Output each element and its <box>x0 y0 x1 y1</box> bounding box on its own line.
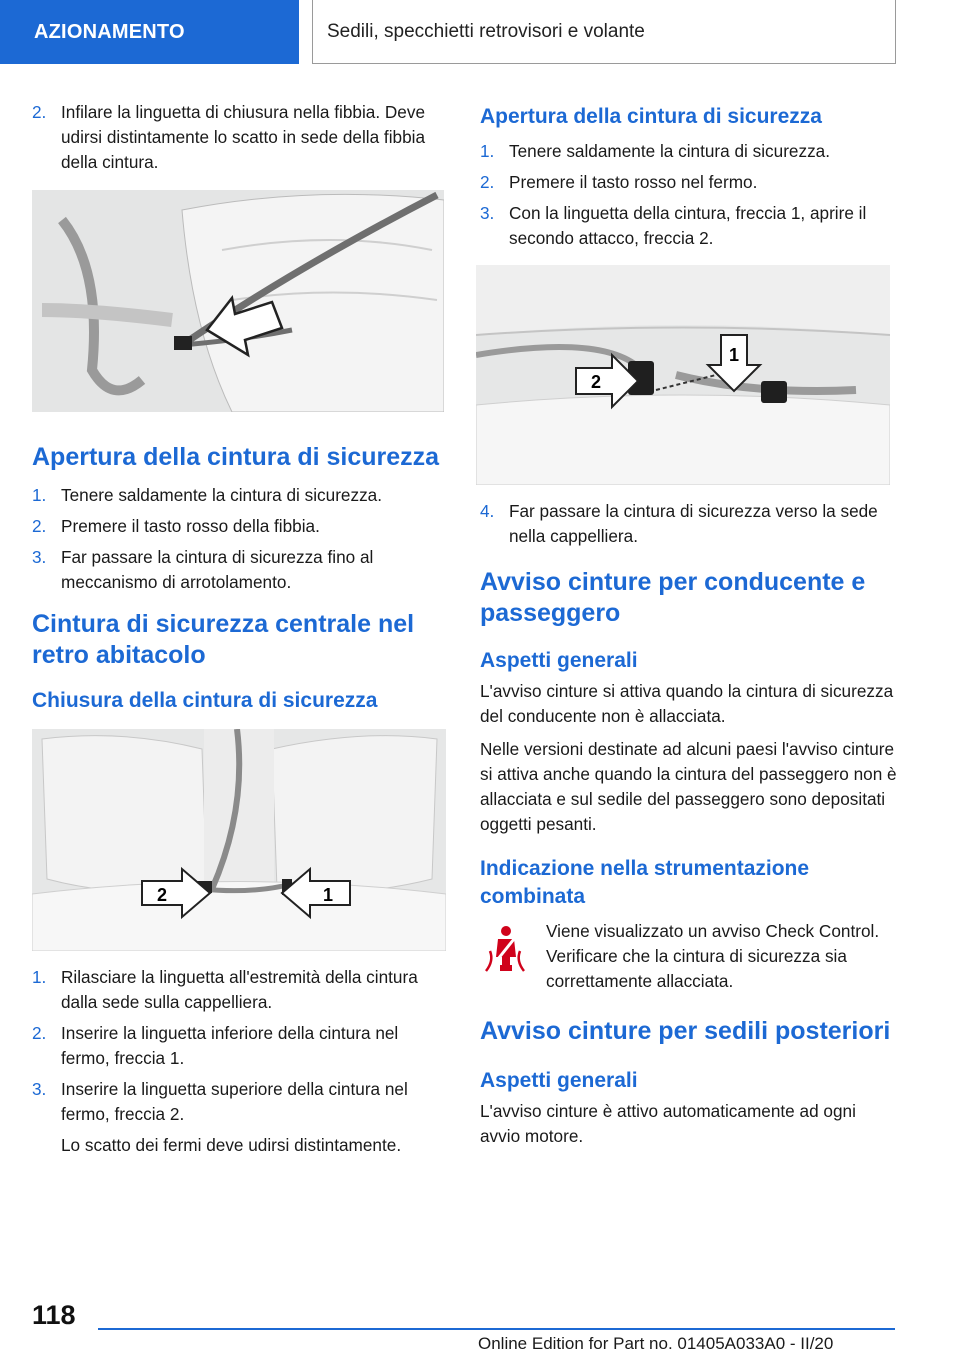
figure-rear-center-belt-closing <box>32 729 446 951</box>
step-text: Premere il tasto rosso della fibbia. <box>61 516 320 536</box>
step-number: 2. <box>32 102 47 122</box>
step-text: Tenere saldamente la cintura di sicurezza. <box>61 485 382 505</box>
list-item <box>32 1021 444 1071</box>
page-number: 118 <box>32 1300 76 1330</box>
step-number: 2. <box>480 172 495 192</box>
paragraph: Nelle versioni destinate ad alcuni paesi l'avviso cinture si attiva anche quando la cintura del passeggero non è allacciata e sul sedile del passeggero sono depositati oggetti pesanti. <box>480 739 897 834</box>
figure-label-2: 2 <box>590 372 602 392</box>
right-column <box>480 100 898 1149</box>
section-title: AZIONAMENTO <box>34 20 185 43</box>
step-text: Premere il tasto rosso nel fermo. <box>509 172 758 192</box>
seatbelt-warning-icon <box>480 921 530 977</box>
left-column <box>32 100 444 1164</box>
step-number: 3. <box>480 203 495 223</box>
heading-rear-belt-warning: Avviso cinture per sedili posteriori <box>480 1017 891 1045</box>
step-text: Inserire la linguetta superiore della cintura nel fermo, freccia 2. <box>61 1079 408 1124</box>
step-number: 3. <box>32 1079 47 1099</box>
paragraph: L'avviso cinture è attivo automaticamente ad ogni avvio motore. <box>480 1101 856 1146</box>
list-item <box>32 545 444 595</box>
step-text: Far passare la cintura di sicurezza fino al meccanismo di arrotolamento. <box>61 547 374 592</box>
heading-opening-belt: Apertura della cintura di sicurezza <box>32 443 440 471</box>
step-text: Infilare la linguetta di chiusura nella fibbia. Deve udirsi distintamente lo scatto in sede della fibbia della cintura. <box>61 102 426 172</box>
chapter-title: Sedili, specchietti retrovisori e volante <box>327 20 645 42</box>
step-number: 2. <box>32 516 47 536</box>
list-item <box>480 499 898 549</box>
edition-text: Online Edition for Part no. 01405A033A0 - II/20 <box>478 1334 834 1353</box>
subheading-closing-belt: Chiusura della cintura di sicurezza <box>32 689 378 712</box>
figure-belt-buckle-front <box>32 190 444 412</box>
list-item <box>32 483 444 508</box>
step-number: 1. <box>32 967 47 987</box>
step-text: Inserire la linguetta inferiore della cintura nel fermo, freccia 1. <box>61 1023 399 1068</box>
step-text: Tenere saldamente la cintura di sicurezza. <box>509 141 830 161</box>
list-item <box>480 170 898 195</box>
step-number: 1. <box>32 485 47 505</box>
step-text: Rilasciare la linguetta all'estremità della cintura dalla sede sulla cappelliera. <box>61 967 418 1012</box>
paragraph: L'avviso cinture si attiva quando la cintura di sicurezza del conducente non è allacciata. <box>480 681 894 726</box>
figure-label-1: 1 <box>322 885 334 905</box>
list-item <box>32 100 444 175</box>
heading-front-belt-warning: Avviso cinture per conducente e passeggero <box>480 568 866 627</box>
subheading-opening-belt: Apertura della cintura di sicurezza <box>480 105 822 128</box>
cluster-warning-text: Viene visualizzato un avviso Check Control. Verificare che la cintura di sicurezza sia correttamente allacciata. <box>546 921 880 991</box>
section-tab <box>0 0 299 64</box>
chapter-tab <box>312 0 896 64</box>
list-item <box>32 514 444 539</box>
step-text: Far passare la cintura di sicurezza verso la sede nella cappelliera. <box>509 501 878 546</box>
subheading-cluster-indication: Indicazione nella strumentazione combinata <box>480 857 810 908</box>
list-item <box>480 201 898 251</box>
step-number: 3. <box>32 547 47 567</box>
heading-center-belt: Cintura di sicurezza centrale nel retro abitacolo <box>32 610 415 669</box>
figure-label-2: 2 <box>156 885 168 905</box>
subheading-general-1: Aspetti generali <box>480 649 638 672</box>
warning-block <box>480 919 898 994</box>
subheading-general-2: Aspetti generali <box>480 1069 638 1092</box>
figure-label-1: 1 <box>728 345 740 365</box>
step-number: 2. <box>32 1023 47 1043</box>
list-item <box>480 139 898 164</box>
step-number: 1. <box>480 141 495 161</box>
step-text: Con la linguetta della cintura, freccia 1, aprire il secondo attacco, freccia 2. <box>509 203 867 248</box>
step-number: 4. <box>480 501 495 521</box>
figure-rear-center-belt-opening <box>476 265 890 485</box>
list-item <box>32 965 444 1015</box>
footer-divider <box>98 1328 895 1330</box>
step-note: Lo scatto dei fermi deve udirsi distintamente. <box>61 1135 402 1155</box>
list-item <box>32 1077 444 1158</box>
